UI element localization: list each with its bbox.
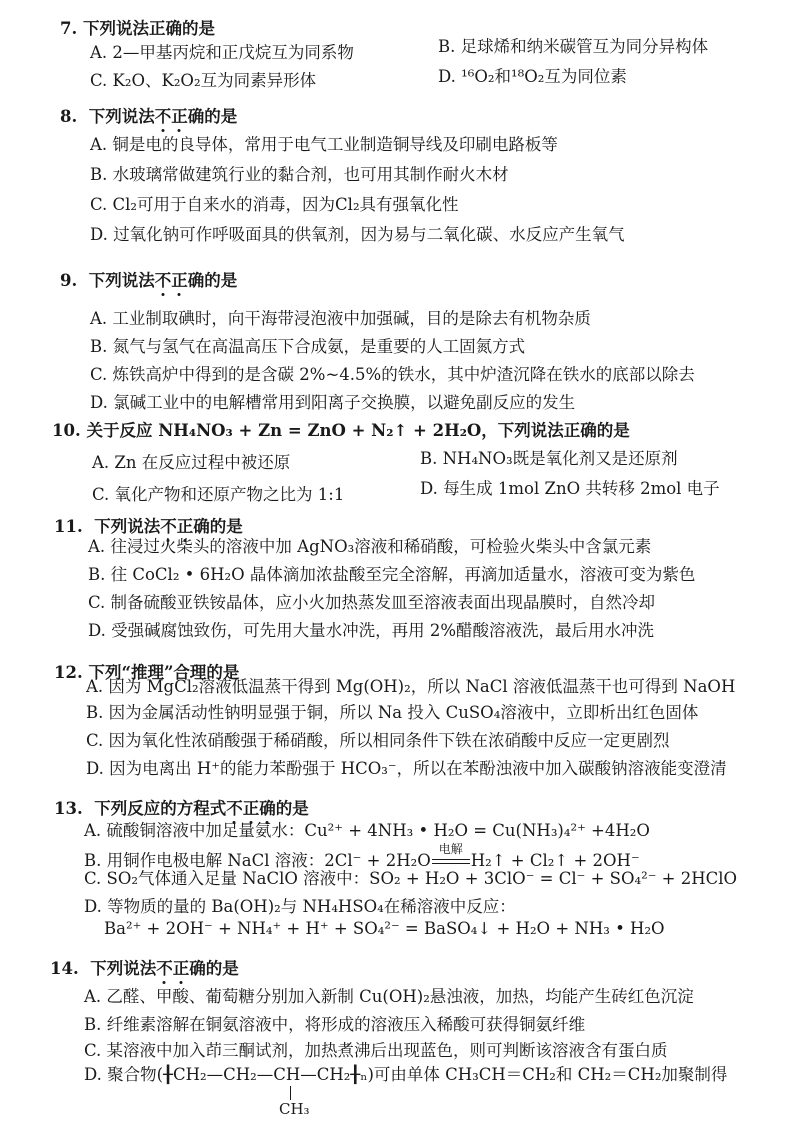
question-9-option-c: C. 炼铁高炉中得到的是含碳 2%~4.5%的铁水，其中炉渣沉降在铁水的底部以除去 [90, 365, 695, 384]
equation-left: B. 用铜作电极电解 NaCl 溶液：2Cl⁻ + 2H₂O [84, 851, 431, 870]
stem-text: 下列说法 [90, 959, 157, 978]
question-12-option-d: D. 因为电离出 H⁺的能力苯酚强于 HCO₃⁻，所以在苯酚浊液中加入碳酸钠溶液能变澄清 [86, 759, 727, 778]
question-12-stem: 12. 下列“推理”合理的是 [54, 663, 240, 682]
question-number: 8. [60, 107, 78, 126]
emphasis-char: 正 [173, 959, 190, 978]
question-13-option-c: C. SO₂气体通入足量 NaClO 溶液中：SO₂ + H₂O + 3ClO⁻ = Cl⁻ + SO₄²⁻ + 2HClO [84, 869, 738, 888]
question-14-option-b: B. 纤维素溶解在铜氨溶液中，将形成的溶液压入稀酸可获得铜氨纤维 [84, 1015, 586, 1034]
question-13-stem [54, 798, 309, 820]
stem-text: 确的是 [187, 107, 238, 126]
question-8-option-c: C. Cl₂可用于自来水的消毒，因为Cl₂具有强氧化性 [90, 195, 459, 214]
question-11-stem [54, 516, 243, 538]
question-10-stem: 10. 关于反应 NH₄NO₃ + Zn = ZnO + N₂↑ + 2H₂O，下列说法正确的是 [52, 421, 630, 440]
equation-right: H₂↑ + Cl₂↑ + 2OH⁻ [470, 851, 640, 870]
question-number: 13. [54, 799, 83, 818]
emphasis-char: 正 [243, 799, 260, 818]
question-8-option-a: A. 铜是电的良导体，常用于电气工业制造铜导线及印刷电路板等 [90, 135, 558, 154]
stem-text: 下列说法 [94, 517, 161, 536]
question-13-option-d-equation: Ba²⁺ + 2OH⁻ + NH₄⁺ + H⁺ + SO₄²⁻ = BaSO₄↓ + H₂O + NH₃ • H₂O [104, 919, 665, 938]
question-8-stem [60, 106, 237, 128]
stem-text: 下列说法 [88, 271, 155, 290]
emphasis-char: 不 [155, 271, 172, 290]
question-12-option-c: C. 因为氧化性浓硝酸强于稀硝酸，所以相同条件下铁在浓硝酸中反应一定更剧烈 [86, 731, 670, 750]
question-11-option-d: D. 受强碱腐蚀致伤，可先用大量水冲洗，再用 2%醋酸溶液洗，最后用水冲洗 [88, 621, 655, 640]
question-9-stem [60, 270, 237, 292]
question-number: 11. [54, 517, 83, 536]
question-10-option-a: A. Zn 在反应过程中被还原 [92, 453, 291, 472]
question-10-option-b: B. NH₄NO₃既是氧化剂又是还原剂 [420, 449, 678, 468]
question-8-option-b: B. 水玻璃常做建筑行业的黏合剂，也可用其制作耐火木材 [90, 165, 509, 184]
emphasis-char: 不 [160, 517, 177, 536]
stem-text: 下列反应的方程式 [94, 799, 227, 818]
question-8-option-d: D. 过氧化钠可作呼吸面具的供氧剂，因为易与二氧化碳、水反应产生氧气 [90, 225, 625, 244]
question-14-option-c: C. 某溶液中加入茚三酮试剂，加热煮沸后出现蓝色，则可判断该溶液含有蛋白质 [84, 1041, 668, 1060]
stem-text: 的是 [275, 799, 309, 818]
emphasis-char: 正 [177, 517, 194, 536]
question-7-option-d: D. ¹⁶O₂和¹⁸O₂互为同位素 [438, 67, 627, 86]
question-13-option-d: D. 等物质的量的 Ba(OH)₂与 NH₄HSO₄在稀溶液中反应： [84, 897, 516, 916]
question-number: 14. [50, 959, 79, 978]
stem-text: 确的是 [193, 517, 243, 536]
question-14-stem [50, 958, 239, 980]
question-14-option-a: A. 乙醛、甲酸、葡萄糖分别加入新制 Cu(OH)₂悬浊液，加热，均能产生砖红色沉淀 [84, 987, 694, 1006]
stem-text: 确的是 [187, 271, 238, 290]
emphasis-char: 确 [259, 799, 276, 818]
condition-label: 电解 [438, 842, 463, 856]
question-13-option-a: A. 硫酸铜溶液中加足量氨水：Cu²⁺ + 4NH₃ • H₂O = Cu(NH₃)₄²⁺ +4H₂O [84, 821, 650, 840]
methyl-branch: CH₃ [279, 1100, 310, 1118]
question-14-option-d: D. 聚合物(╂CH₂—CH₂—CH—CH₂╂ₙ)可由单体 CH₃CH＝CH₂和 CH₂＝CH₂加聚制得 [84, 1065, 728, 1084]
emphasis-char: 不 [155, 107, 172, 126]
branch-bond-line [290, 1086, 291, 1100]
question-11-option-c: C. 制备硫酸亚铁铵晶体，应小火加热蒸发皿至溶液表面出现晶膜时，自然冷却 [88, 593, 656, 612]
question-7-option-c: C. K₂O、K₂O₂互为同素异形体 [90, 71, 317, 90]
question-10-option-d: D. 每生成 1mol ZnO 共转移 2mol 电子 [420, 479, 720, 498]
emphasis-char: 不 [226, 799, 243, 818]
stem-text: 确的是 [189, 959, 239, 978]
question-9-option-d: D. 氯碱工业中的电解槽常用到阳离子交换膜，以避免副反应的发生 [90, 393, 576, 412]
question-9-option-b: B. 氮气与氢气在高温高压下合成氨，是重要的人工固氮方式 [90, 337, 526, 356]
question-7-option-b: B. 足球烯和纳米碳管互为同分异构体 [438, 37, 709, 56]
question-7-option-a: A. 2—甲基丙烷和正戊烷互为同系物 [90, 43, 354, 62]
question-10-option-c: C. 氧化产物和还原产物之比为 1:1 [92, 485, 345, 504]
question-9-option-a: A. 工业制取碘时，向干海带浸泡液中加强碱，目的是除去有机物杂质 [90, 309, 591, 328]
stem-text: 下列说法 [88, 107, 155, 126]
question-12-option-b: B. 因为金属活动性钠明显强于铜，所以 Na 投入 CuSO₄溶液中，立即析出红色固体 [86, 703, 699, 722]
emphasis-char: 正 [171, 107, 188, 126]
emphasis-char: 不 [156, 959, 173, 978]
question-7-stem: 7. 下列说法正确的是 [60, 19, 215, 38]
question-number: 9. [60, 271, 78, 290]
question-11-option-a: A. 往浸过火柴头的溶液中加 AgNO₃溶液和稀硝酸，可检验火柴头中含氯元素 [88, 537, 652, 556]
emphasis-char: 正 [171, 271, 188, 290]
question-11-option-b: B. 往 CoCl₂ • 6H₂O 晶体滴加浓盐酸至完全溶解，再滴加适量水，溶液可变为紫色 [88, 565, 696, 584]
question-12-option-a: A. 因为 MgCl₂溶液低温蒸干得到 Mg(OH)₂，所以 NaCl 溶液低温蒸干也可得到 NaOH [86, 677, 736, 696]
